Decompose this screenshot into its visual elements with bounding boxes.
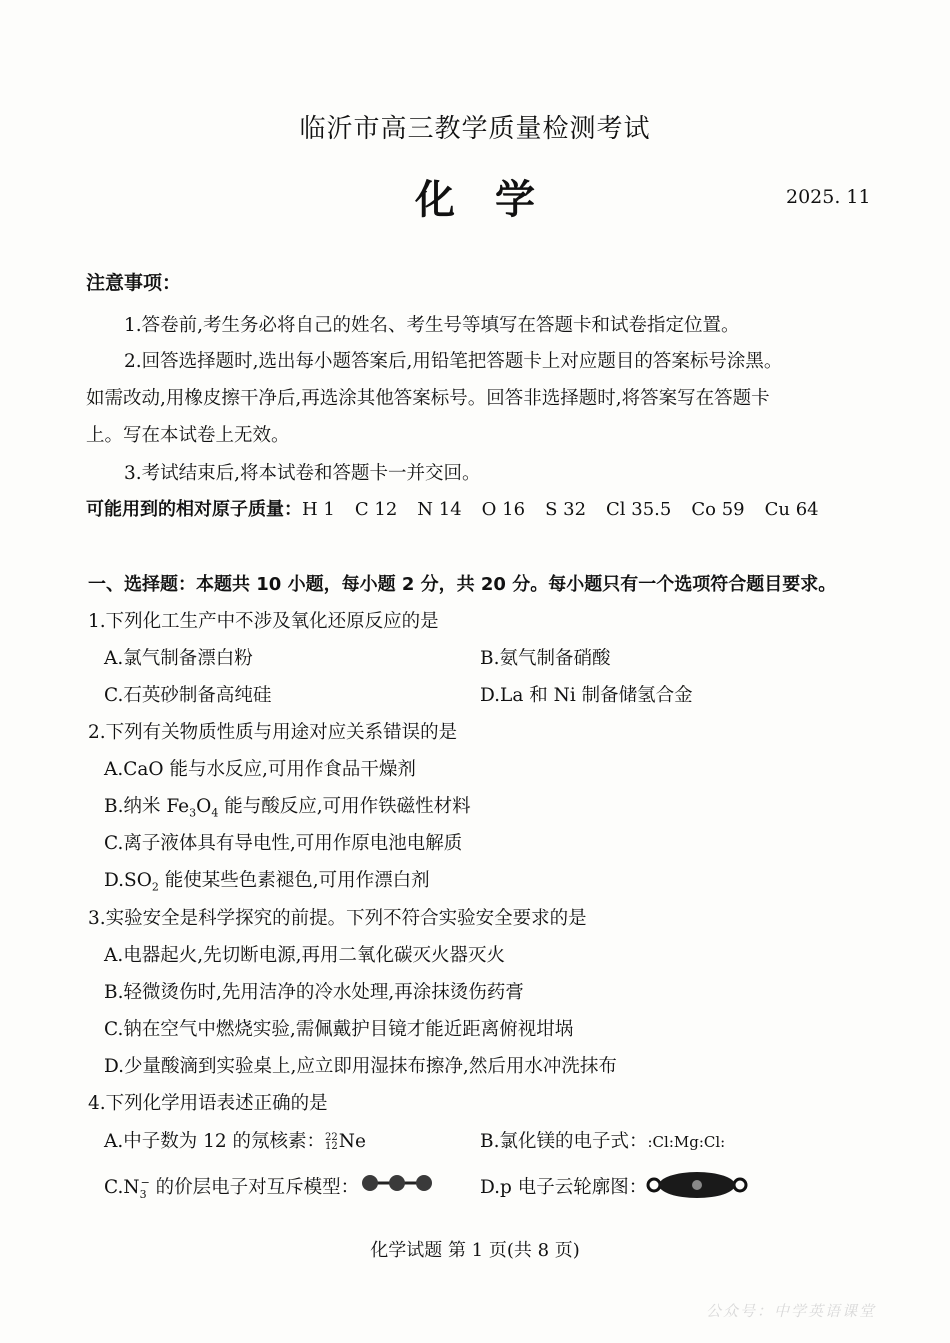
mass-o: O 16 [481, 499, 526, 520]
subject-title: 化学 [415, 176, 575, 223]
q2-d-post: 能使某些色素褪色,可用作漂白剂 [158, 870, 430, 891]
vsepr-atom-center [389, 1175, 405, 1191]
atomic-mass-line [86, 495, 819, 521]
q2-option-d [104, 866, 430, 894]
vsepr-atom-right [416, 1175, 432, 1191]
q2-b-sub1: 3 [189, 806, 197, 820]
mass-cu: Cu 64 [764, 499, 819, 520]
q4-b-electron-formula: :Cl:Mg:Cl: [647, 1133, 726, 1151]
notice-heading: 注意事项： [86, 272, 182, 294]
q4-option-c [104, 1173, 359, 1201]
q3-option-d: D.少量酸滴到实验桌上,应立即用湿抹布擦净,然后用水冲洗抹布 [104, 1056, 617, 1077]
q4-option-d: D.p 电子云轮廓图： [480, 1177, 648, 1198]
notice-item-2-line-3: 上。写在本试卷上无效。 [86, 425, 290, 446]
q3-option-b: B.轻微烫伤时,先用洁净的冷水处理,再涂抹烫伤药膏 [104, 982, 524, 1003]
q1-option-d: D.La 和 Ni 制备储氢合金 [480, 685, 693, 706]
q4-a-atomic-number: 12 [325, 1141, 338, 1152]
notice-item-3: 3.考试结束后,将本试卷和答题卡一并交回。 [124, 463, 481, 484]
q4-c-sup: − [140, 1175, 150, 1189]
mass-n: N 14 [417, 499, 462, 520]
page-footer: 化学试题 第 1 页(共 8 页) [370, 1240, 580, 1261]
p-orbital-graphic [645, 1170, 749, 1200]
q2-b-mid: O [196, 796, 212, 817]
p-orbital-nucleus [692, 1180, 702, 1190]
q4-c-pre: C.N [104, 1177, 140, 1198]
q4-a-pre: A.中子数为 12 的氖核素： [104, 1131, 326, 1152]
q2-b-post: 能与酸反应,可用作铁磁性材料 [218, 796, 471, 817]
section-1-heading: 一、选择题：本题共 10 小题，每小题 2 分，共 20 分。每小题只有一个选项符合题目要求。 [88, 574, 837, 595]
q1-option-c: C.石英砂制备高纯硅 [104, 685, 272, 706]
q4-a-symbol: Ne [338, 1131, 366, 1152]
atomic-mass-label: 可能用到的相对原子质量： [86, 499, 302, 520]
q1-stem: 1.下列化工生产中不涉及氧化还原反应的是 [88, 611, 439, 632]
q2-option-b [104, 792, 471, 820]
notice-item-1: 1.答卷前,考生务必将自己的姓名、考生号等填写在答题卡和试卷指定位置。 [124, 315, 740, 336]
q4-a-isotope [325, 1133, 338, 1151]
mass-s: S 32 [545, 499, 587, 520]
vsepr-linear-model-graphic [360, 1172, 434, 1194]
q4-c-sub: 3 [139, 1187, 147, 1201]
q2-d-sub: 2 [151, 880, 159, 894]
q4-option-a [104, 1127, 366, 1153]
q2-stem: 2.下列有关物质性质与用途对应关系错误的是 [88, 722, 458, 743]
q3-option-c: C.钠在空气中燃烧实验,需佩戴护目镜才能近距离俯视坩埚 [104, 1019, 574, 1040]
exam-title: 临沂市高三教学质量检测考试 [299, 114, 651, 144]
notice-item-2-line-2: 如需改动,用橡皮擦干净后,再选涂其他答案标号。回答非选择题时,将答案写在答题卡 [86, 388, 770, 409]
notice-item-2-line-1: 2.回答选择题时,选出每小题答案后,用铅笔把答题卡上对应题目的答案标号涂黑。 [124, 351, 783, 372]
q3-option-a: A.电器起火,先切断电源,再用二氧化碳灭火器灭火 [104, 945, 506, 966]
q3-stem: 3.实验安全是科学探究的前提。下列不符合实验安全要求的是 [88, 908, 587, 929]
q2-option-a: A.CaO 能与水反应,可用作食品干燥剂 [104, 759, 416, 780]
q2-b-pre: B.纳米 Fe [104, 796, 190, 817]
q4-option-b [480, 1127, 725, 1153]
q4-b-pre: B.氯化镁的电子式： [480, 1131, 648, 1152]
mass-cl: Cl 35.5 [606, 499, 672, 520]
watermark: 公众号：中学英语课堂 [706, 1302, 877, 1320]
mass-h: H 1 [302, 499, 335, 520]
p-orbital-right-node [734, 1179, 746, 1191]
p-orbital-left-node [648, 1179, 660, 1191]
q4-c-post: 的价层电子对互斥模型： [149, 1177, 360, 1198]
q1-option-a: A.氯气制备漂白粉 [104, 648, 253, 669]
exam-date: 2025. 11 [786, 186, 871, 208]
mass-c: C 12 [354, 499, 398, 520]
q1-option-b: B.氨气制备硝酸 [480, 648, 611, 669]
q2-b-sub2: 4 [211, 806, 219, 820]
q4-stem: 4.下列化学用语表述正确的是 [88, 1093, 328, 1114]
q4-a-mass-number: 22 [325, 1132, 338, 1143]
q2-d-pre: D.SO [104, 870, 152, 891]
mass-co: Co 59 [691, 499, 745, 520]
vsepr-atom-left [362, 1175, 378, 1191]
q2-option-c: C.离子液体具有导电性,可用作原电池电解质 [104, 833, 463, 854]
